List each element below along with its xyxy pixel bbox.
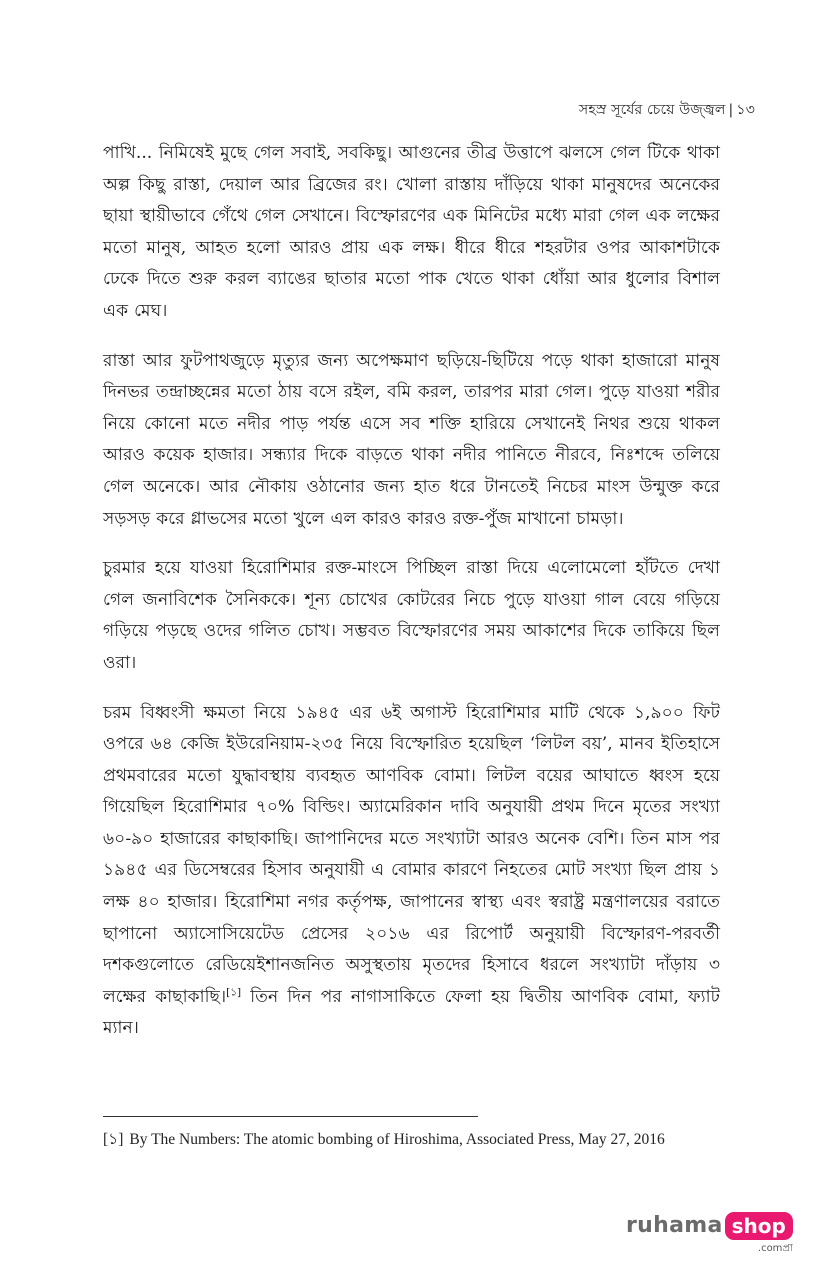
paragraph-4 xyxy=(103,698,720,1046)
footnote-text: By The Numbers: The atomic bombing of Hiroshima, Associated Press, May 27, 2016 xyxy=(129,1131,665,1148)
logo-brand-right: shop xyxy=(725,1212,793,1240)
logo-shop-block xyxy=(725,1212,793,1258)
paragraph-2: রাস্তা আর ফুটপাথজুড়ে মৃত্যুর জন্য অপেক্ষমাণ ছড়িয়ে-ছিটিয়ে পড়ে থাকা হাজারো মানুষ দিনভর তন্দ্রাচ্ছন্নের মতো ঠায় বসে রইল, বমি করল, তারপর মারা গেল। পুড়ে যাওয়া শরীর নিয়ে কোনো মতে নদীর পাড় পর্যন্ত এসে সব শক্তি হারিয়ে সেখানেই নিথর শুয়ে থাকল আরও কয়েক হাজার। সন্ধ্যার দিকে বাড়তে থাকা নদীর পানিতে নীরবে, নিঃশব্দে তলিয়ে গেল অনেকে। আর নৌকায় ওঠানোর জন্য হাত ধরে টানতেই নিচের মাংস উন্মুক্ত করে সড়সড় করে গ্লাভসের মতো খুলে এল কারও কারও রক্ত-পুঁজ মাখানো চামড়া। xyxy=(103,350,720,529)
page-body xyxy=(103,138,720,1063)
paragraph-4-tail: তিন দিন পর নাগাসাকিতে ফেলা হয় দ্বিতীয় আণবিক বোমা, ফ্যাট ম্যান। xyxy=(103,986,721,1039)
paragraph-3: চুরমার হয়ে যাওয়া হিরোশিমার রক্ত-মাংসে পিচ্ছিল রাস্তা দিয়ে এলোমেলো হাঁটতে দেখা গেল জনাবিশেক সৈনিককে। শূন্য চোখের কোটরের নিচে পুড়ে যাওয়া গাল বেয়ে গড়িয়ে গড়িয়ে পড়ছে ওদের গলিত চোখ। সম্ভবত বিস্ফোরণের সময় আকাশের দিকে তাকিয়ে ছিল ওরা। xyxy=(103,558,720,673)
running-header xyxy=(579,98,755,122)
footnote-divider xyxy=(103,1116,478,1117)
paragraph-4-main: চরম বিধ্বংসী ক্ষমতা নিয়ে ১৯৪৫ এর ৬ই অগাস্ট হিরোশিমার মাটি থেকে ১,৯০০ ফিট ওপরে ৬৪ কেজি ইউরেনিয়াম-২৩৫ নিয়ে বিস্ফোরিত হয়েছিল ‘লিটল বয়’, মানব ইতিহাসে প্রথমবারের মতো যুদ্ধাবস্থায় ব্যবহৃত আণবিক বোমা। লিটল বয়ের আঘাতে ধ্বংস হয়ে গিয়েছিল হিরোশিমার ৭০% বিল্ডিং। অ্যামেরিকান দাবি অনুযায়ী প্রথম দিনে মৃতের সংখ্যা ৬০-৯০ হাজারের কাছাকাছি। জাপানিদের মতে সংখ্যাটা আরও অনেক বেশি। তিন মাস পর ১৯৪৫ এর ডিসেম্বরের হিসাব অনুযায়ী এ বোমার কারণে নিহতের মোট সংখ্যা ছিল প্রায় ১ লক্ষ ৪০ হাজার। হিরোশিমা নগর কর্তৃপক্ষ, জাপানের স্বাস্থ্য এবং স্বরাষ্ট্র মন্ত্রণালয়ের বরাতে ছাপানো অ্যাসোসিয়েটেড প্রেসের ২০১৬ এর রিপোর্ট অনুয়ায়ী বিস্ফোরণ-পরবর্তী দশকগুলোতে রেডিয়েইশানজনিত অসুস্থতায় মৃতদের হিসাবে ধরলে সংখ্যাটা দাঁড়ায় ৩ লক্ষের কাছাকাছি। xyxy=(103,702,720,1007)
logo-domain: .comপ্রা xyxy=(757,1243,793,1254)
header-separator: | xyxy=(728,102,734,118)
footnote-number: [১] xyxy=(103,1131,124,1148)
ruhamashop-watermark xyxy=(626,1212,793,1258)
footnote-marker[interactable]: [১] xyxy=(226,986,242,999)
logo-brand-left: ruhama xyxy=(626,1213,723,1238)
running-title: সহস্র সূর্যের চেয়ে উজ্জ্বল xyxy=(578,102,726,118)
page-number: ১৩ xyxy=(736,102,755,118)
paragraph-1: পাখি... নিমিষেই মুছে গেল সবাই, সবকিছু। আগুনের তীব্র উত্তাপে ঝলসে গেল টিকে থাকা অল্প কিছু রাস্তা, দেয়াল আর ব্রিজের রং। খোলা রাস্তায় দাঁড়িয়ে থাকা মানুষদের অনেকের ছায়া স্থায়ীভাবে গেঁথে গেল সেখানে। বিস্ফোরণের এক মিনিটের মধ্যে মারা গেল এক লক্ষের মতো মানুষ, আহত হলো আরও প্রায় এক লক্ষ। ধীরে ধীরে শহরটার ওপর আকাশটাকে ঢেকে দিতে শুরু করল ব্যাঙের ছাতার মতো পাক খেতে থাকা ধোঁয়া আর ধুলোর বিশাল এক মেঘ। xyxy=(103,143,720,321)
footnote xyxy=(103,1128,720,1152)
